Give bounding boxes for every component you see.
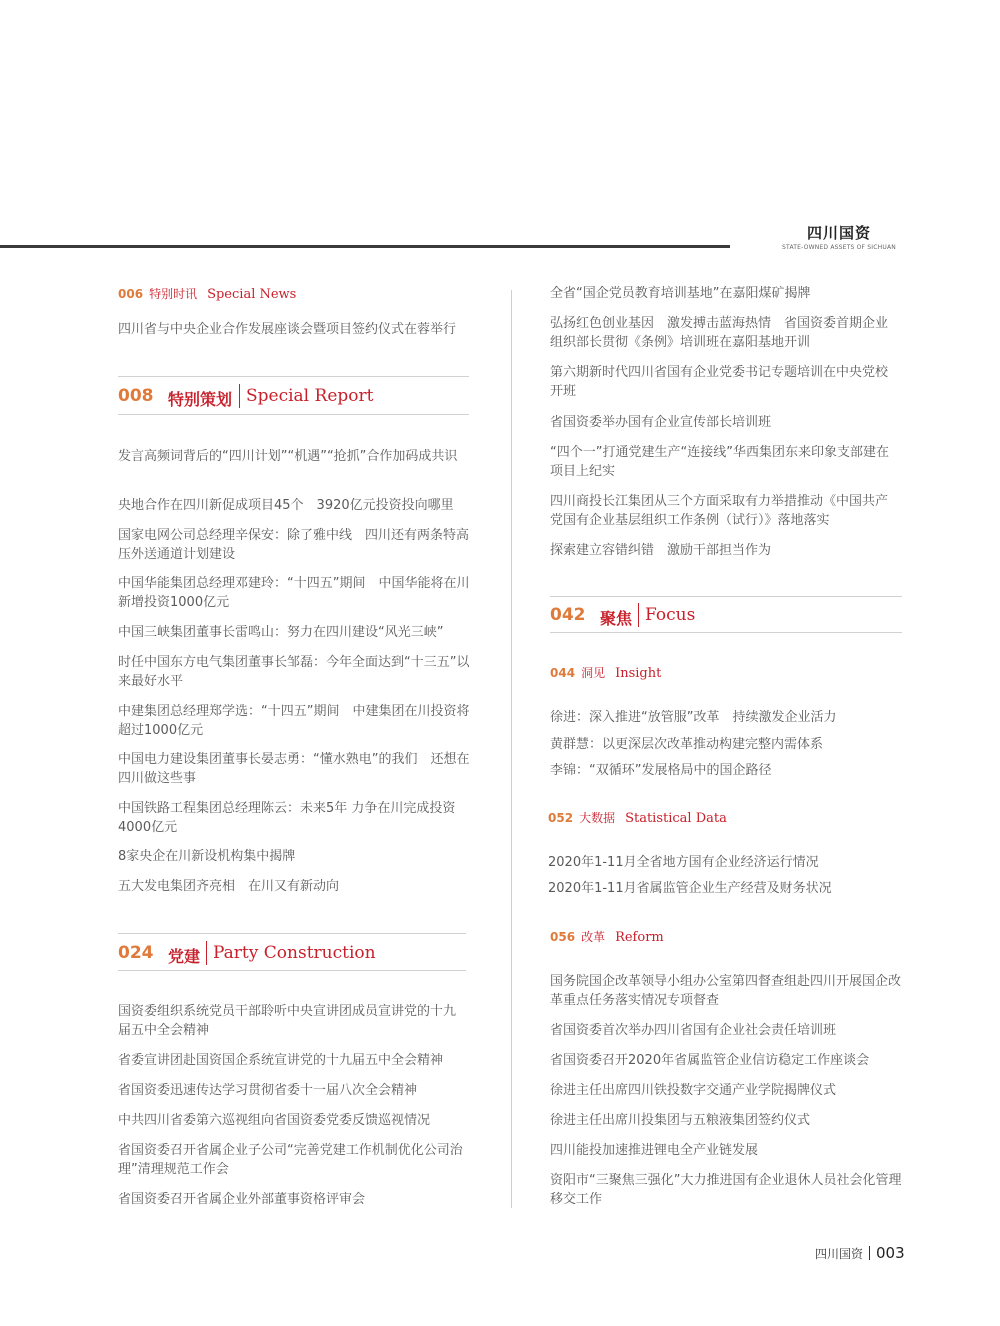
toc-entry[interactable]: “四个一”打通党建生产“连接线”华西集团东来印象支部建在项目上纪实: [550, 445, 889, 479]
section-number: 052: [548, 811, 574, 825]
toc-entry[interactable]: 中国电力建设集团董事长晏志勇：“懂水熟电”的我们 还想在四川做这些事: [118, 752, 470, 786]
toc-entry[interactable]: 中国铁路工程集团总经理陈云：未来5年 力争在川完成投资4000亿元: [118, 801, 456, 835]
section-title-cn: 大数据: [579, 811, 616, 825]
toc-entry[interactable]: 央地合作在四川新促成项目45个 3920亿元投资投向哪里: [118, 498, 454, 513]
section-title-en: Insight: [615, 666, 662, 681]
section-number: 008: [118, 386, 154, 406]
section-title-en: Reform: [615, 930, 664, 945]
section-rule: [550, 632, 902, 633]
page-folio: [815, 1243, 905, 1262]
toc-entry[interactable]: 徐进主任出席川投集团与五粮液集团签约仪式: [550, 1113, 811, 1128]
toc-entry[interactable]: 李锦：“双循环”发展格局中的国企路径: [550, 763, 772, 778]
section-separator: [239, 384, 240, 408]
section-rule: [550, 596, 902, 597]
toc-entry[interactable]: 2020年1-11月全省地方国有企业经济运行情况: [548, 855, 819, 870]
toc-entry[interactable]: 省委宣讲团赴国资国企系统宣讲党的十九届五中全会精神: [118, 1053, 444, 1068]
toc-entry[interactable]: 省国资委召开省属企业子公司“完善党建工作机制优化公司治理”清理规范工作会: [118, 1143, 463, 1177]
toc-entry[interactable]: 国务院国企改革领导小组办公室第四督查组赴四川开展国企改革重点任务落实情况专项督查: [550, 974, 902, 1008]
toc-entry[interactable]: 发言高频词背后的“四川计划”“机遇”“抢抓”合作加码成共识: [118, 449, 458, 464]
toc-entry[interactable]: 中国三峡集团董事长雷鸣山：努力在四川建设“风光三峡”: [118, 625, 444, 640]
section-rule: [118, 376, 469, 377]
folio-separator: [869, 1246, 870, 1260]
toc-entry[interactable]: 资阳市“三聚焦三强化”大力推进国有企业退休人员社会化管理移交工作: [550, 1173, 902, 1207]
toc-entry[interactable]: 2020年1-11月省属监管企业生产经营及财务状况: [548, 881, 832, 896]
toc-entry[interactable]: 徐进主任出席四川铁投数字交通产业学院揭牌仪式: [550, 1083, 837, 1098]
toc-entry[interactable]: 四川商投长江集团从三个方面采取有力举措推动《中国共产党国有企业基层组织工作条例（试行）》落地落实: [550, 494, 889, 528]
toc-entry[interactable]: 省国资委首次举办四川省国有企业社会责任培训班: [550, 1023, 837, 1038]
section-separator: [206, 941, 207, 965]
toc-entry[interactable]: 全省“国企党员教育培训基地”在嘉阳煤矿揭牌: [550, 286, 811, 301]
section-number: 006: [118, 287, 144, 301]
section-separator: [638, 603, 639, 627]
section-statistical-data: [548, 809, 727, 826]
section-title-cn: 特别时讯: [149, 287, 198, 301]
toc-entry[interactable]: 省国资委举办国有企业宣传部长培训班: [550, 415, 772, 430]
toc-entry[interactable]: 徐进：深入推进“放管服”改革 持续激发企业活力: [550, 710, 837, 725]
section-rule: [118, 414, 469, 415]
section-title-cn: 改革: [581, 930, 606, 944]
section-number: 024: [118, 943, 154, 963]
toc-entry[interactable]: 探索建立容错纠错 激励干部担当作为: [550, 543, 772, 558]
section-number: 044: [550, 666, 576, 680]
masthead-subtitle: STATE-OWNED ASSETS OF SICHUAN: [782, 244, 896, 251]
journal-name: 四川国资: [815, 1247, 864, 1261]
section-title-cn: 聚焦: [600, 609, 633, 628]
section-title-cn: 党建: [168, 947, 201, 966]
toc-entry[interactable]: 国资委组织系统党员干部聆听中央宣讲团成员宣讲党的十九届五中全会精神: [118, 1004, 457, 1038]
section-title-en: Statistical Data: [625, 811, 727, 826]
page-number: 003: [876, 1244, 905, 1262]
toc-entry[interactable]: 国家电网公司总经理辛保安：除了雅中线 四川还有两条特高压外送通道计划建设: [118, 528, 470, 562]
toc-entry[interactable]: 省国资委召开省属企业外部董事资格评审会: [118, 1192, 366, 1207]
section-rule: [118, 933, 466, 934]
column-divider: [511, 290, 512, 1208]
toc-entry[interactable]: 中国华能集团总经理邓建玲：“十四五”期间 中国华能将在川新增投资1000亿元: [118, 576, 470, 610]
masthead: [778, 222, 900, 251]
toc-entry[interactable]: 黄群慧：以更深层次改革推动构建完整内需体系: [550, 737, 824, 752]
section-special-news: [118, 285, 296, 302]
toc-entry[interactable]: 弘扬红色创业基因 激发搏击蓝海热情 省国资委首期企业组织部长贯彻《条例》培训班在嘉阳基地开训: [550, 316, 889, 350]
toc-entry[interactable]: 第六期新时代四川省国有企业党委书记专题培训在中央党校开班: [550, 365, 889, 399]
toc-entry[interactable]: 四川能投加速推进锂电全产业链发展: [550, 1143, 759, 1158]
toc-entry[interactable]: 中共四川省委第六巡视组向省国资委党委反馈巡视情况: [118, 1113, 431, 1128]
section-reform: [550, 928, 664, 945]
section-title-en: Special Report: [246, 386, 374, 406]
section-title-en: Special News: [207, 287, 297, 302]
section-number: 042: [550, 605, 586, 625]
section-rule: [118, 970, 466, 971]
toc-entry[interactable]: 省国资委迅速传达学习贯彻省委十一届八次全会精神: [118, 1083, 418, 1098]
toc-entry[interactable]: 8家央企在川新设机构集中揭牌: [118, 849, 296, 864]
toc-entry[interactable]: 省国资委召开2020年省属监管企业信访稳定工作座谈会: [550, 1053, 870, 1068]
section-number: 056: [550, 930, 576, 944]
masthead-title: 四川国资: [806, 224, 871, 242]
toc-entry[interactable]: 五大发电集团齐亮相 在川又有新动向: [118, 879, 340, 894]
section-insight: [550, 664, 661, 681]
header-rule: [0, 245, 730, 248]
section-title-en: Focus: [645, 605, 696, 625]
section-title-cn: 洞见: [581, 666, 606, 680]
toc-entry[interactable]: 四川省与中央企业合作发展座谈会暨项目签约仪式在蓉举行: [118, 322, 457, 337]
toc-entry[interactable]: 时任中国东方电气集团董事长邹磊：今年全面达到“十三五”以来最好水平: [118, 655, 470, 689]
section-title-en: Party Construction: [213, 943, 376, 963]
section-title-cn: 特别策划: [168, 390, 233, 409]
toc-entry[interactable]: 中建集团总经理郑学选：“十四五”期间 中建集团在川投资将超过1000亿元: [118, 704, 470, 738]
